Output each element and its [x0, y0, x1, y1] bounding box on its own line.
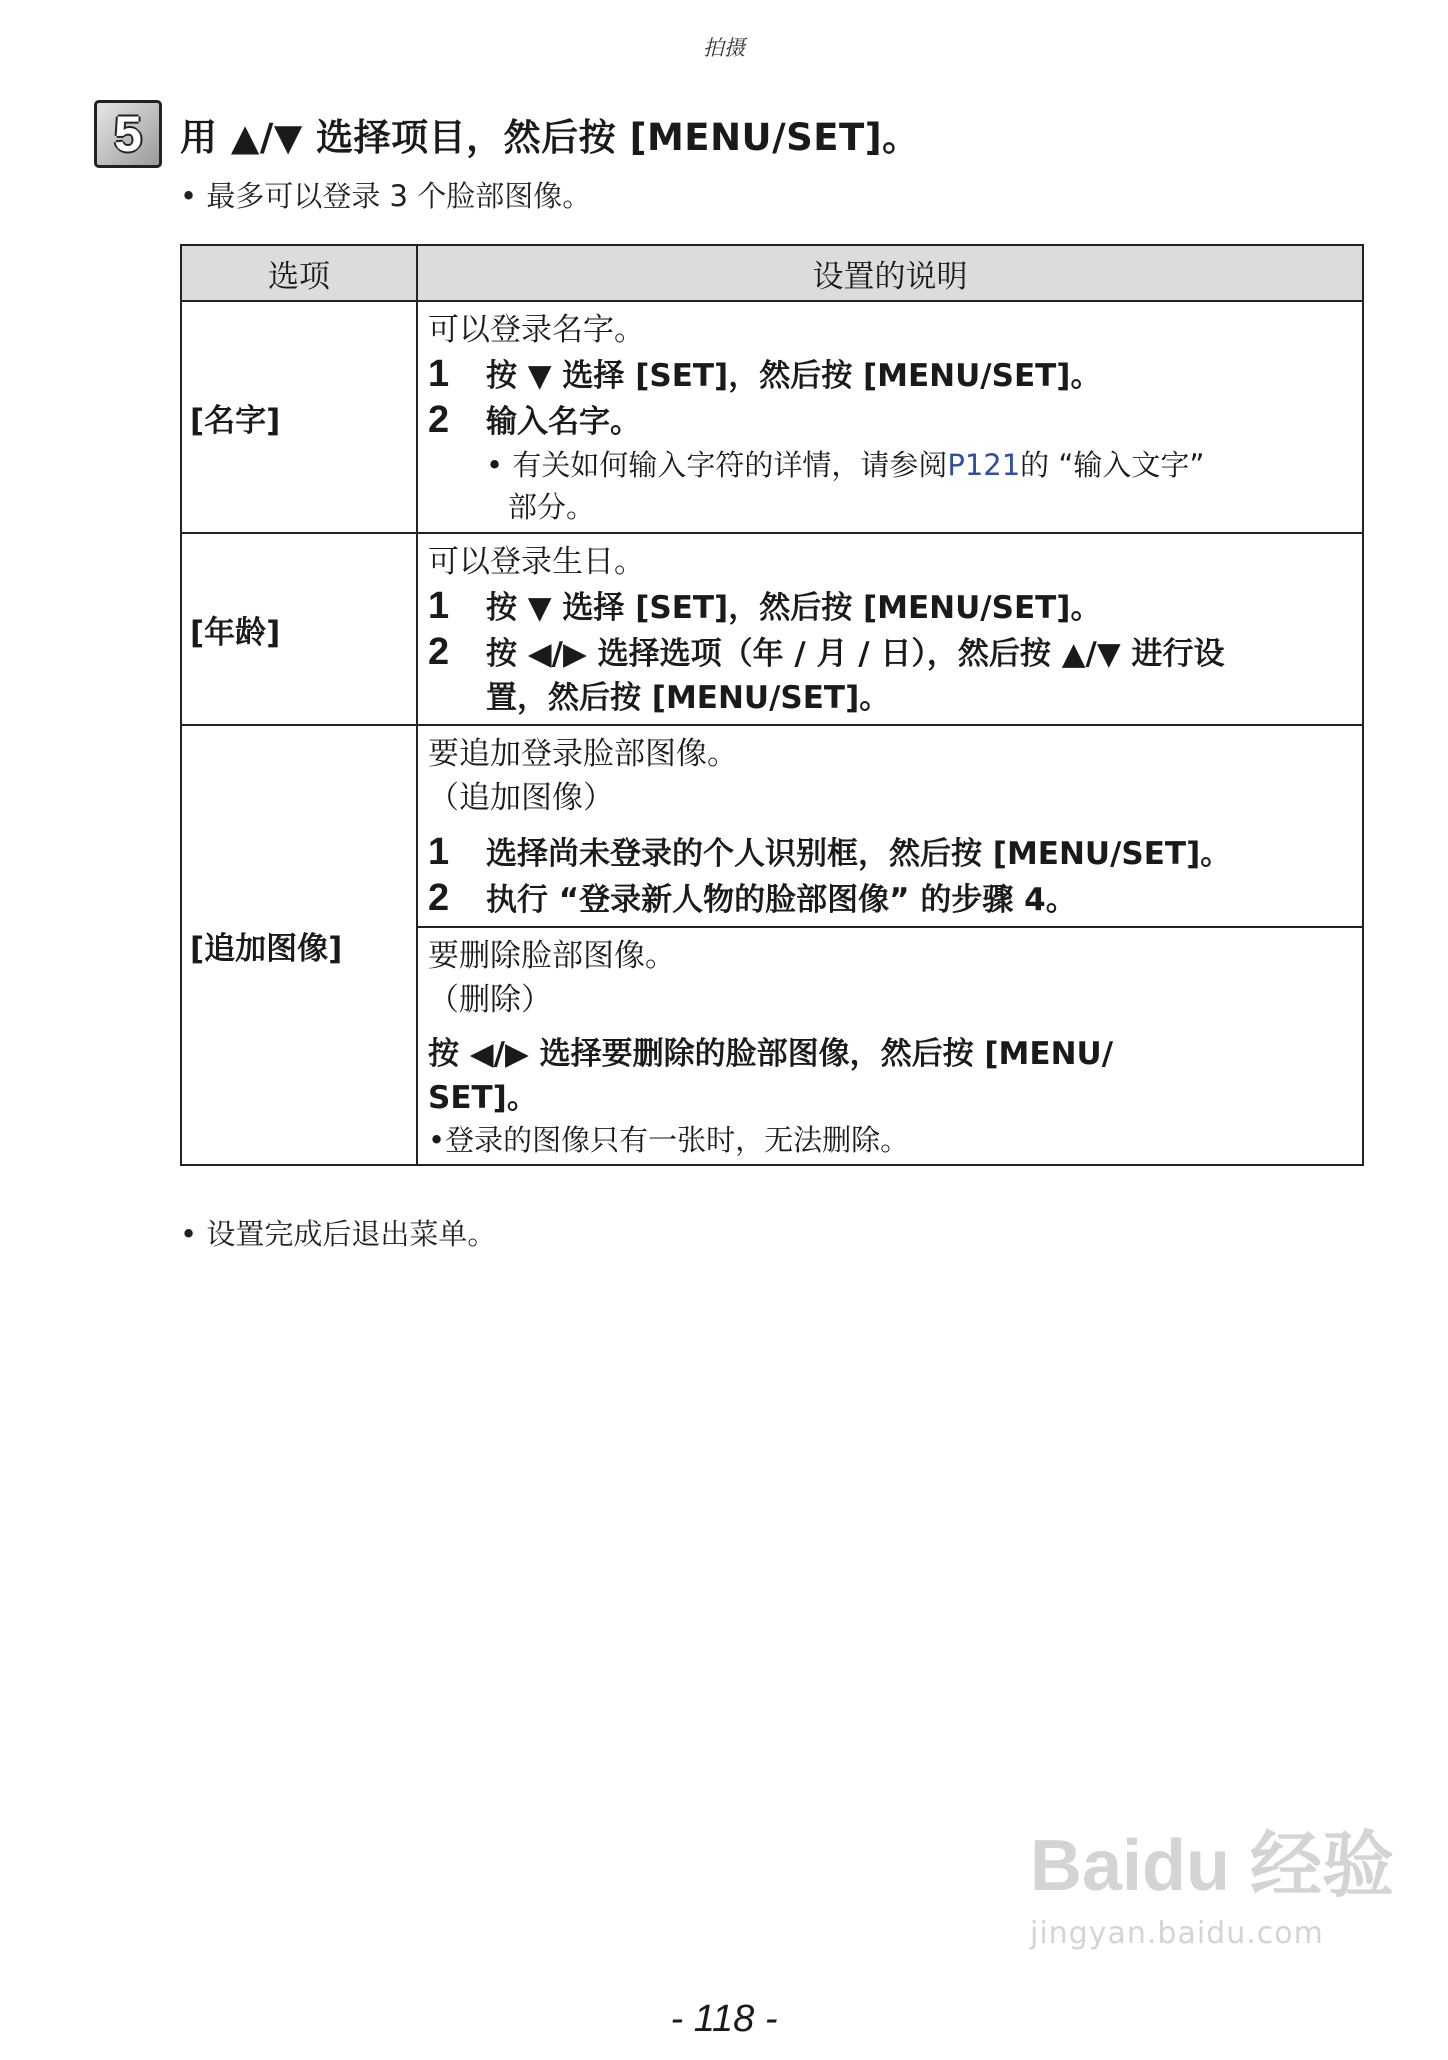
step-heading: [94, 100, 920, 168]
table-row-age: [181, 533, 1363, 725]
bullet-text: • 有关如何输入字符的详情，请参阅: [486, 448, 948, 482]
baidu-watermark: [1030, 1826, 1395, 1951]
age-intro: 可以登录生日。: [428, 544, 645, 580]
name-step-2: [428, 398, 1354, 444]
step-num: 1: [428, 353, 450, 395]
option-age: [年龄]: [181, 533, 417, 725]
step-text: 执行 “登录新人物的脸部图像” 的步骤 4。: [486, 882, 1077, 918]
bullet-continuation: 部分。: [508, 490, 596, 524]
options-table: [180, 244, 1364, 1166]
add-intro: 要追加登录脸部图像。: [428, 736, 738, 772]
watermark-logo: Baidu 经验: [1030, 1826, 1395, 1906]
description-name: [417, 301, 1363, 533]
page-number: - 118 -: [670, 1998, 778, 2040]
del-intro: 要删除脸部图像。: [428, 938, 676, 974]
column-header-description: 设置的说明: [417, 245, 1363, 301]
footer-note: • 设置完成后退出菜单。: [180, 1217, 497, 1251]
name-bullet: [428, 444, 1354, 528]
step-num: 2: [428, 399, 450, 441]
description-age: [417, 533, 1363, 725]
step-text: 按 ◀/▶ 选择选项（年 / 月 / 日），然后按 ▲/▼ 进行设: [486, 636, 1225, 672]
age-step-1: [428, 584, 1354, 630]
description-add-image: [417, 725, 1363, 927]
step-text: 按 ▼ 选择 [SET]，然后按 [MENU/SET]。: [486, 358, 1102, 394]
age-step-2-cont: 置，然后按 [MENU/SET]。: [486, 680, 891, 716]
option-name: [名字]: [181, 301, 417, 533]
step-num: 2: [428, 631, 450, 673]
del-paren: （删除）: [428, 982, 552, 1018]
step-note: • 最多可以登录 3 个脸部图像。: [180, 179, 592, 213]
del-instruction-2: SET]。: [428, 1080, 538, 1116]
add-paren: （追加图像）: [428, 780, 614, 816]
option-add-image: [追加图像]: [181, 725, 417, 1165]
page-link-p121[interactable]: P121: [947, 448, 1021, 482]
step-instruction: 用 ▲/▼ 选择项目，然后按 [MENU/SET]。: [180, 116, 920, 159]
age-step-2: [428, 630, 1354, 676]
watermark-url: jingyan.baidu.com: [1030, 1916, 1324, 1951]
step-num: 2: [428, 877, 450, 919]
del-note: •登录的图像只有一张时，无法删除。: [428, 1123, 910, 1157]
table-header-row: [181, 245, 1363, 301]
bullet-text: 的 “输入文字”: [1020, 448, 1205, 482]
add-step-1: [428, 830, 1354, 876]
add-step-2: [428, 876, 1354, 922]
name-intro: 可以登录名字。: [428, 312, 645, 348]
step-num: 1: [428, 831, 450, 873]
table-row-name: [181, 301, 1363, 533]
section-header: 拍摄: [703, 36, 745, 60]
table-row-add-image-1: [181, 725, 1363, 927]
step-text: 输入名字。: [486, 404, 641, 440]
step-number-badge: 5: [94, 100, 162, 168]
name-step-1: [428, 352, 1354, 398]
step-text: 选择尚未登录的个人识别框，然后按 [MENU/SET]。: [486, 836, 1232, 872]
column-header-option: 选项: [181, 245, 417, 301]
step-text: 按 ▼ 选择 [SET]，然后按 [MENU/SET]。: [486, 590, 1102, 626]
del-instruction-1: 按 ◀/▶ 选择要删除的脸部图像，然后按 [MENU/: [428, 1036, 1114, 1072]
description-delete-image: [417, 927, 1363, 1165]
step-num: 1: [428, 585, 450, 627]
